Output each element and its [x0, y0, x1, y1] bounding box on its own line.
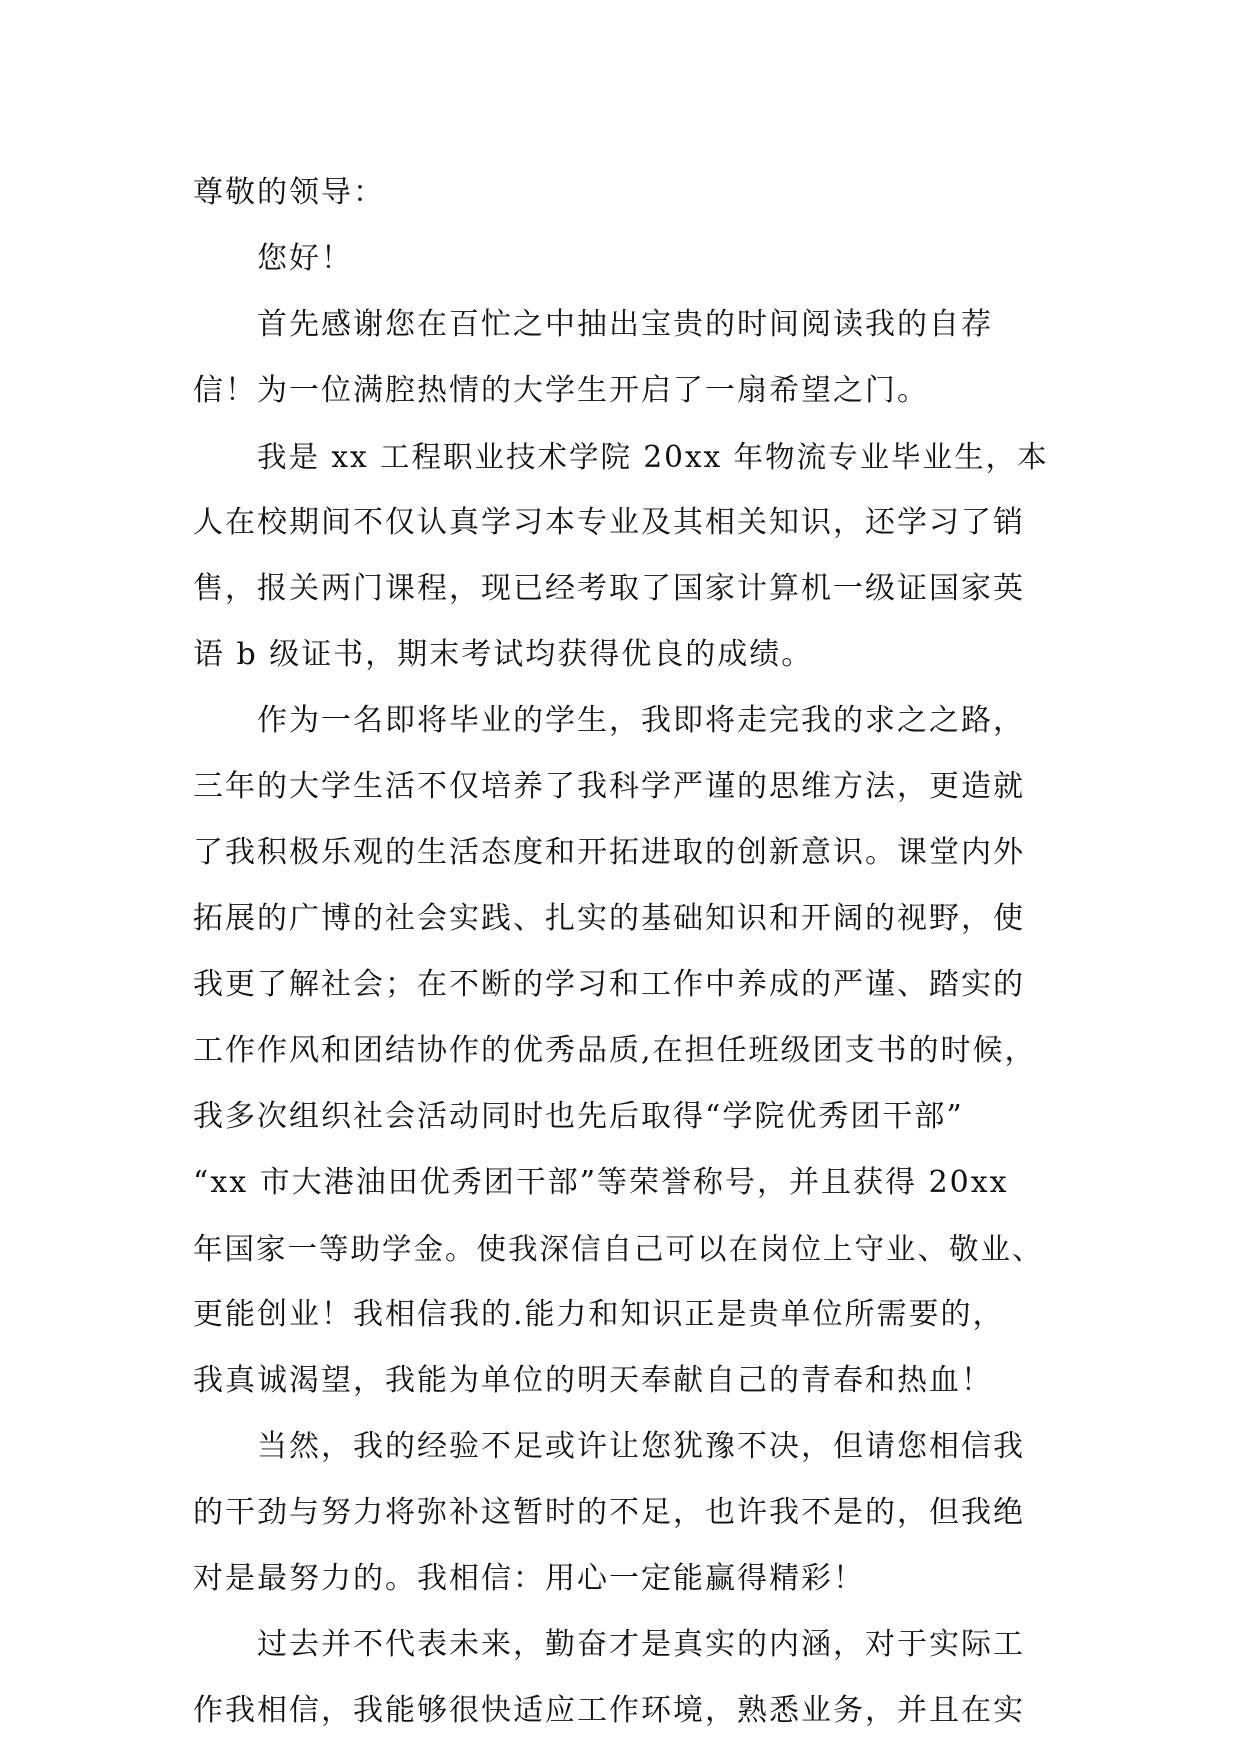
- text-line: “xx 市大港油田优秀团干部”等荣誉称号，并且获得 20xx: [193, 1165, 1009, 1200]
- text-line: 首先感谢您在百忙之中抽出宝贵的时间阅读我的自荐: [257, 307, 993, 342]
- letter-body: [193, 160, 1053, 1744]
- text-line: 对是最努力的。我相信：用心一定能赢得精彩！: [193, 1561, 865, 1596]
- text-line: 三年的大学生活不仅培养了我科学严谨的思维方法，更造就: [193, 769, 1025, 804]
- text-line: 作我相信，我能够很快适应工作环境，熟悉业务，并且在实: [193, 1693, 1025, 1728]
- text-line: 过去并不代表未来，勤奋才是真实的内涵，对于实际工: [257, 1627, 1025, 1662]
- text-line: 我多次组织社会活动同时也先后取得“学院优秀团干部”: [193, 1099, 964, 1134]
- text-line: 更能创业！我相信我的.能力和知识正是贵单位所需要的，: [193, 1297, 1005, 1332]
- text-line: 人在校期间不仅认真学习本专业及其相关知识，还学习了销: [193, 505, 1025, 540]
- text-line: 的干劲与努力将弥补这暂时的不足，也许我不是的，但我绝: [193, 1495, 1025, 1530]
- text-line: 信！为一位满腔热情的大学生开启了一扇希望之门。: [193, 373, 929, 408]
- text-line: 我更了解社会；在不断的学习和工作中养成的严谨、踏实的: [193, 967, 1025, 1002]
- text-line: 我真诚渴望，我能为单位的明天奉献自己的青春和热血！: [193, 1363, 993, 1398]
- text-line: 年国家一等助学金。使我深信自己可以在岗位上守业、敬业、: [193, 1232, 1044, 1266]
- text-line: 了我积极乐观的生活态度和开拓进取的创新意识。课堂内外: [193, 835, 1025, 870]
- text-line: 语 b 级证书，期末考试均获得优良的成绩。: [193, 637, 814, 672]
- text-line: 工作作风和团结协作的优秀品质,在担任班级团支书的时候，: [193, 1033, 1037, 1068]
- text-line: 作为一名即将毕业的学生，我即将走完我的求之之路，: [257, 703, 1025, 738]
- text-line: 拓展的广博的社会实践、扎实的基础知识和开阔的视野，使: [193, 901, 1025, 936]
- greeting: 您好！: [257, 241, 353, 276]
- text-line: 当然，我的经验不足或许让您犹豫不决，但请您相信我: [257, 1429, 1025, 1464]
- salutation: 尊敬的领导：: [193, 175, 385, 210]
- text-line: 售，报关两门课程，现已经考取了国家计算机一级证国家英: [193, 571, 1025, 606]
- text-line: 我是 xx 工程职业技术学院 20xx 年物流专业毕业生，本: [257, 440, 1049, 474]
